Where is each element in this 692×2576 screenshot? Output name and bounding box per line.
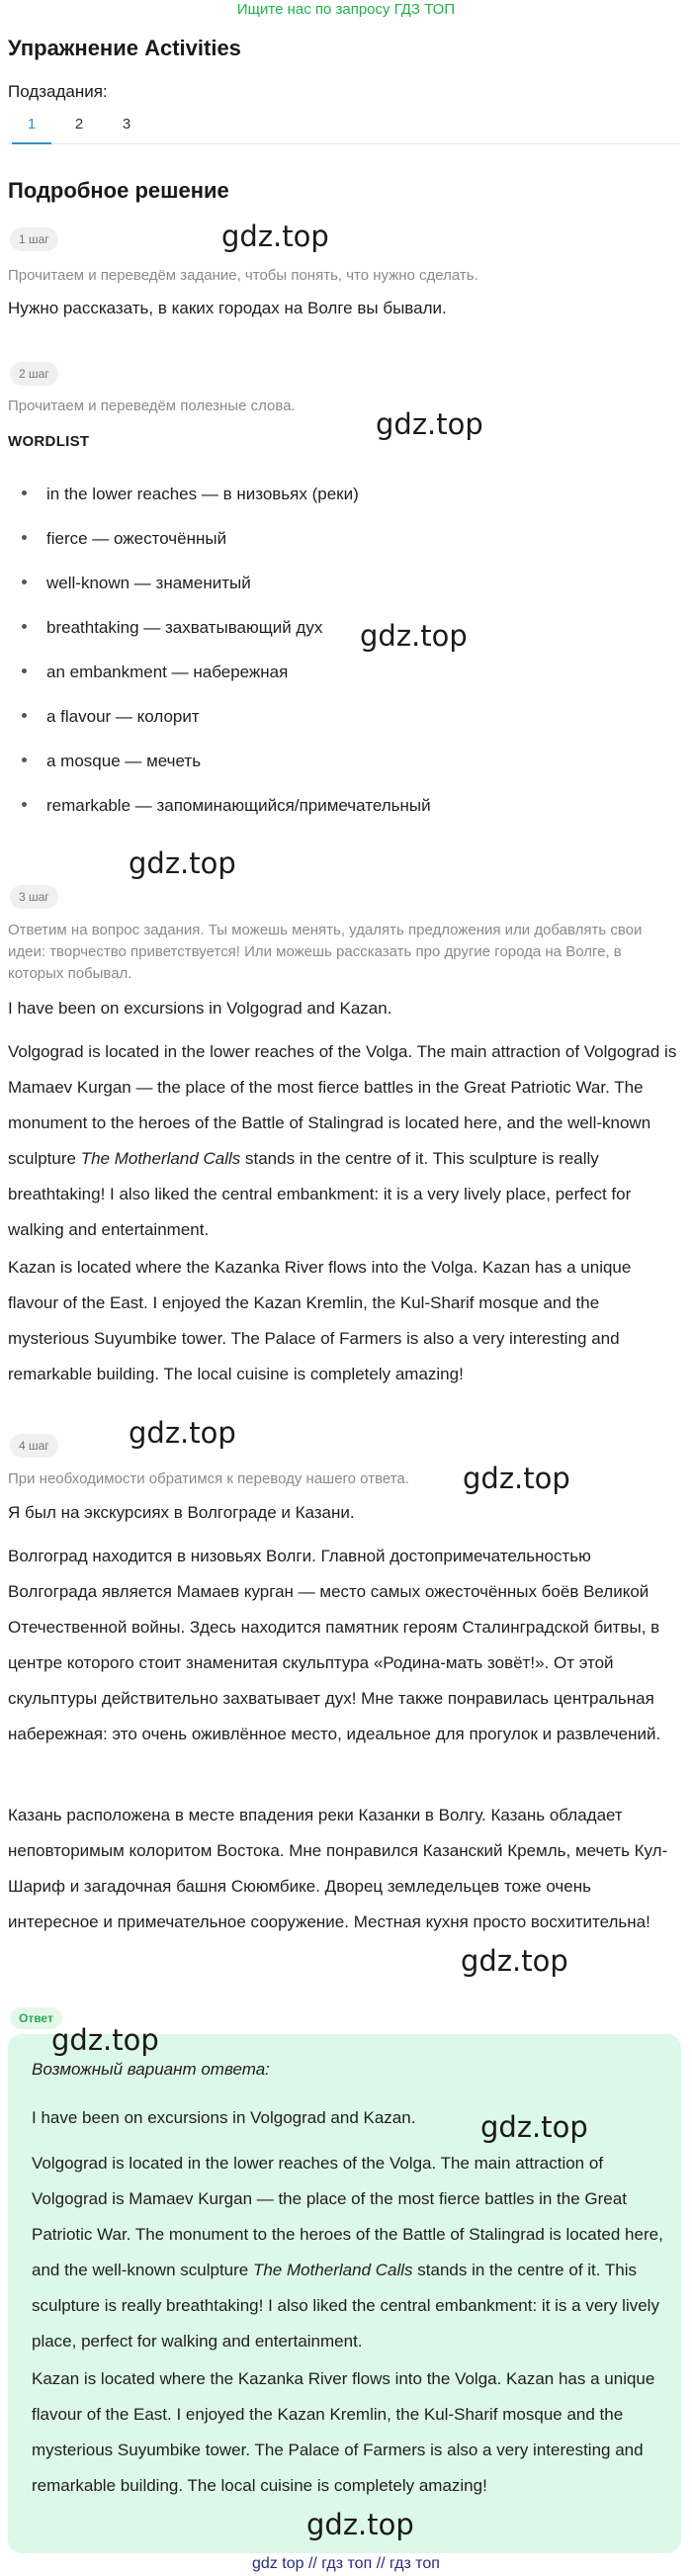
step-2-hint: Прочитаем и переведём полезные слова. xyxy=(8,398,296,414)
step-4-hint: При необходимости обратимся к переводу нашего ответа. xyxy=(8,1470,409,1487)
answer-paragraph-2: Volgograd is located in the lower reaches of the Volga. The main attraction of Volgograd is Mamaev Kurgan — the place of the most fierce battles in the Great Patriotic War. The monument to the heroes of the Battle of Stalingrad is located here, and the well-known sculpture The Motherland Calls stands in the centre of it. This sculpture is really breathtaking! I also liked the central embankment: it is a very lively place, perfect for walking and entertainment. xyxy=(32,2154,663,2351)
watermark: gdz.top xyxy=(129,846,236,880)
watermark: gdz.top xyxy=(463,1462,570,1495)
subtask-tabs xyxy=(8,109,680,144)
step-4-paragraph-1: Я был на экскурсиях в Волгограде и Казани. xyxy=(8,1503,355,1522)
watermark: gdz.top xyxy=(360,619,468,653)
watermark: gdz.top xyxy=(480,2110,588,2144)
watermark: gdz.top xyxy=(306,2508,414,2541)
step-3-paragraph-1: I have been on excursions in Volgograd and Kazan. xyxy=(8,999,392,1018)
bullet-icon xyxy=(22,624,27,629)
answer-sculpture-name: The Motherland Calls xyxy=(252,2261,413,2279)
wordlist-item: a mosque — мечеть xyxy=(22,750,201,773)
sculpture-name: The Motherland Calls xyxy=(80,1149,241,1168)
answer-paragraph-1: I have been on excursions in Volgograd and Kazan. xyxy=(32,2108,416,2127)
bullet-icon xyxy=(22,757,27,762)
tab-3[interactable]: 3 xyxy=(122,116,131,133)
bullet-icon xyxy=(22,802,27,807)
bullet-icon xyxy=(22,579,27,584)
step-3-badge: 3 шаг xyxy=(10,885,58,909)
wordlist-item: fierce — ожесточённый xyxy=(22,527,226,551)
step-4-paragraph-3: Казань расположена в месте впадения реки Казанки в Волгу. Казань обладает неповторимым колоритом Востока. Мне понравился Казанский Кремль, мечеть Кул-Шариф и загадочная башня Сююмбике. Дворец земледельцев тоже очень интересное и примечательное сооружение. Местная кухня просто восхитительна! xyxy=(8,1806,668,1931)
tab-1[interactable]: 1 xyxy=(12,113,51,144)
bullet-icon xyxy=(22,535,27,540)
step-1-text: Нужно рассказать, в каких городах на Волге вы бывали. xyxy=(8,299,447,317)
footer-links[interactable]: gdz top // гдз топ // гдз топ xyxy=(252,2555,440,2572)
wordlist-item: an embankment — набережная xyxy=(22,661,288,684)
watermark: gdz.top xyxy=(129,1416,236,1450)
step-1-hint: Прочитаем и переведём задание, чтобы понять, что нужно сделать. xyxy=(8,267,478,284)
answer-badge: Ответ xyxy=(10,2007,62,2029)
wordlist-item: breathtaking — захватывающий дух xyxy=(22,616,322,640)
wordlist-item: in the lower reaches — в низовьях (реки) xyxy=(22,483,359,506)
watermark: gdz.top xyxy=(51,2023,159,2057)
wordlist-item: remarkable — запоминающийся/примечательный xyxy=(22,794,431,818)
bullet-icon xyxy=(22,668,27,673)
top-banner[interactable]: Ищите нас по запросу ГДЗ ТОП xyxy=(236,1,456,18)
watermark: gdz.top xyxy=(376,407,483,441)
bullet-icon xyxy=(22,713,27,718)
answer-paragraph-3: Kazan is located where the Kazanka River flows into the Volga. Kazan has a unique flavour of the East. I enjoyed the Kazan Kremlin, the Kul-Sharif mosque and the mysterious Suyumbike tower. The Palace of Farmers is also a very interesting and remarkable building. The local cuisine is completely amazing! xyxy=(32,2369,655,2495)
step-2-badge: 2 шаг xyxy=(10,362,58,386)
bullet-icon xyxy=(22,490,27,495)
step-3-paragraph-2: Volgograd is located in the lower reaches of the Volga. The main attraction of Volgograd is Mamaev Kurgan — the place of the most fierce battles in the Great Patriotic War. The monument to the heroes of the Battle of Stalingrad is located here, and the well-known sculpture The Motherland Calls stands in the centre of it. This sculpture is really breathtaking! I also liked the central embankment: it is a very lively place, perfect for walking and entertainment. xyxy=(8,1042,677,1239)
watermark: gdz.top xyxy=(461,1944,568,1978)
watermark: gdz.top xyxy=(221,220,329,253)
step-1-badge: 1 шаг xyxy=(10,227,58,251)
step-3-paragraph-3: Kazan is located where the Kazanka River flows into the Volga. Kazan has a unique flavour of the East. I enjoyed the Kazan Kremlin, the Kul-Sharif mosque and the mysterious Suyumbike tower. The Palace of Farmers is also a very interesting and remarkable building. The local cuisine is completely amazing! xyxy=(8,1258,632,1383)
step-4-badge: 4 шаг xyxy=(10,1434,58,1458)
solution-title: Подробное решение xyxy=(8,178,229,203)
step-4-paragraph-2: Волгоград находится в низовьях Волги. Главной достопримечательностью Волгограда является Мамаев курган — место самых ожесточённых боёв Великой Отечественной войны. Здесь находится памятник героям Сталинградской битвы, в центре которого стоит знаменитая скульптура «Родина-мать зовёт!». От этой скульптуры действительно захватывает дух! Мне также понравилась центральная набережная: это очень оживлённое место, идеальное для прогулок и развлечений. xyxy=(8,1547,661,1743)
tab-2[interactable]: 2 xyxy=(74,116,84,133)
step-3-hint: Ответим на вопрос задания. Ты можешь менять, удалять предложения или добавлять свои идеи: творчество приветствуется! Или можешь рассказать про другие города на Волге, в которых побывал. xyxy=(8,922,643,982)
exercise-title: Упражнение Activities xyxy=(8,36,241,60)
wordlist-item: well-known — знаменитый xyxy=(22,572,251,595)
subtasks-label: Подзадания: xyxy=(8,82,108,101)
wordlist-heading: WORDLIST xyxy=(8,433,90,450)
wordlist-item: a flavour — колорит xyxy=(22,705,200,729)
answer-subtitle: Возможный вариант ответа: xyxy=(32,2060,270,2079)
